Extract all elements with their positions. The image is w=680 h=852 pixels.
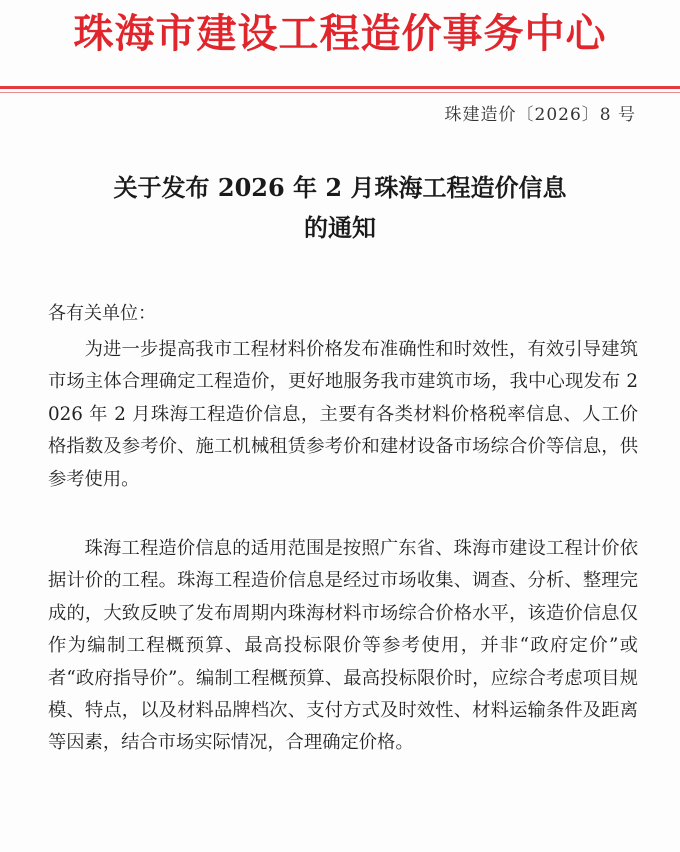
body-paragraph-2: 珠海工程造价信息的适用范围是按照广东省、珠海市建设工程计价依据计价的工程。珠海工程造价信息是经过市场收集、调查、分析、整理完成的，大致反映了发布周期内珠海材料市场综合价格水平，该造价信息仅作为编制工程概预算、最高投标限价等参考使用，并非“政府定价”或者“政府指导价”。编制工程概预算、最高投标限价时，应综合考虑项目规模、特点，以及材料品牌档次、支付方式及时效性、材料运输条件及距离等因素，结合市场实际情况，合理确定价格。 (48, 538, 638, 754)
salutation: 各有关单位： (48, 303, 156, 324)
notice-title-line-1: 关于发布 2026 年 2 月珠海工程造价信息 (113, 173, 567, 202)
notice-title-line-2: 的通知 (304, 213, 376, 242)
notice-title (40, 168, 640, 248)
body-paragraph-1: 为进一步提高我市工程材料价格发布准确性和时效性，有效引导建筑市场主体合理确定工程造价，更好地服务我市建筑市场，我中心现发布 2026 年 2 月珠海工程造价信息，主要有各类材料价格税率信息、人工价格指数及参考价、施工机械租赁参考价和建材设备市场综合价等信息，供参考使用。 (48, 339, 638, 490)
letterhead-red-rule-thin (0, 92, 680, 93)
document-number: 珠建造价〔2026〕8 号 (444, 105, 636, 125)
letterhead (0, 6, 680, 62)
letterhead-red-rule (0, 86, 680, 89)
letterhead-org-name: 珠海市建设工程造价事务中心 (73, 10, 607, 57)
